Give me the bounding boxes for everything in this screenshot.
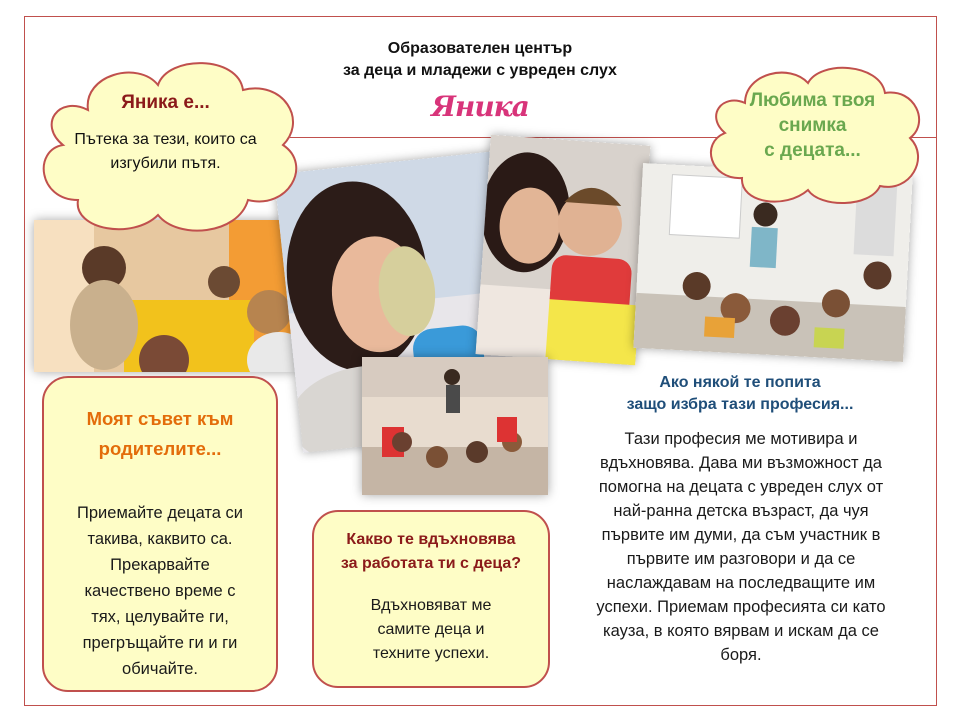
inspire-line: Вдъхновяват ме bbox=[370, 597, 492, 614]
answer-text bbox=[566, 427, 916, 667]
advice-line: качествено време с bbox=[84, 582, 236, 600]
question-line-2: защо избра тази професия... bbox=[626, 396, 854, 413]
advice-line: Прекарвайте bbox=[110, 556, 210, 574]
answer-line: помогна на децата с увреден слух от bbox=[598, 478, 884, 496]
inspire-line: самите деца и bbox=[377, 621, 485, 638]
yanika-logo: Яника bbox=[431, 90, 529, 123]
answer-line: първите им думи, да съм участник в bbox=[601, 526, 881, 544]
inspire-title-line-2: за работата ти с деца? bbox=[340, 555, 522, 572]
advice-title-line-1: Моят съвет към bbox=[86, 408, 234, 429]
answer-line: кауза, в която вярвам и искам да се bbox=[603, 622, 879, 640]
inspire-line: техните успехи. bbox=[372, 645, 490, 662]
cloud-right-line-1: Любима твоя bbox=[749, 90, 876, 111]
cloud-left bbox=[28, 50, 303, 240]
cloud-right-text bbox=[700, 88, 925, 163]
cloud-left-line-1: Пътека за тези, които са bbox=[74, 131, 257, 148]
advice-line: Приемайте децата си bbox=[77, 504, 243, 522]
photo-boy-red-shirt bbox=[476, 135, 651, 366]
question-line-1: Ако някой те попита bbox=[659, 374, 821, 391]
advice-title-line-2: родителите... bbox=[98, 438, 222, 459]
answer-line: първите им разговори и да се bbox=[626, 550, 856, 568]
inspire-body bbox=[314, 594, 548, 666]
advice-line: такива, каквито са. bbox=[87, 530, 233, 548]
advice-title bbox=[44, 404, 276, 464]
header-line-2: за деца и младежи с увреден слух bbox=[343, 62, 617, 79]
advice-box bbox=[42, 376, 278, 692]
cloud-left-text bbox=[28, 128, 303, 176]
photo-group-room bbox=[362, 357, 548, 495]
answer-line: вдъхновява. Дава ми възможност да bbox=[600, 454, 882, 472]
advice-line: прегръщайте ги и ги bbox=[82, 634, 238, 652]
inspire-box bbox=[312, 510, 550, 688]
cloud-right bbox=[700, 58, 925, 208]
answer-line: успехи. Приемам професията си като bbox=[596, 598, 886, 616]
advice-body bbox=[44, 500, 276, 682]
answer-line: Тази професия ме мотивира и bbox=[624, 430, 858, 448]
question-title bbox=[590, 372, 890, 416]
answer-line: боря. bbox=[720, 646, 762, 664]
answer-line: наслаждавам на последващите им bbox=[606, 574, 876, 592]
answer-line: най-ранна детска възраст, да чуя bbox=[613, 502, 869, 520]
header-line-1: Образователен център bbox=[387, 40, 573, 57]
cloud-right-line-3: с децата... bbox=[764, 140, 861, 161]
cloud-left-title: Яника е... bbox=[121, 92, 210, 113]
inspire-title bbox=[314, 528, 548, 576]
cloud-right-line-2: снимка bbox=[778, 115, 847, 136]
inspire-title-line-1: Какво те вдъхновява bbox=[346, 531, 516, 548]
cloud-left-line-2: изгубили пътя. bbox=[110, 155, 221, 172]
photo-table-activity bbox=[34, 220, 296, 372]
header-title bbox=[300, 38, 660, 82]
advice-line: обичайте. bbox=[122, 660, 198, 678]
advice-line: тях, целувайте ги, bbox=[91, 608, 229, 626]
